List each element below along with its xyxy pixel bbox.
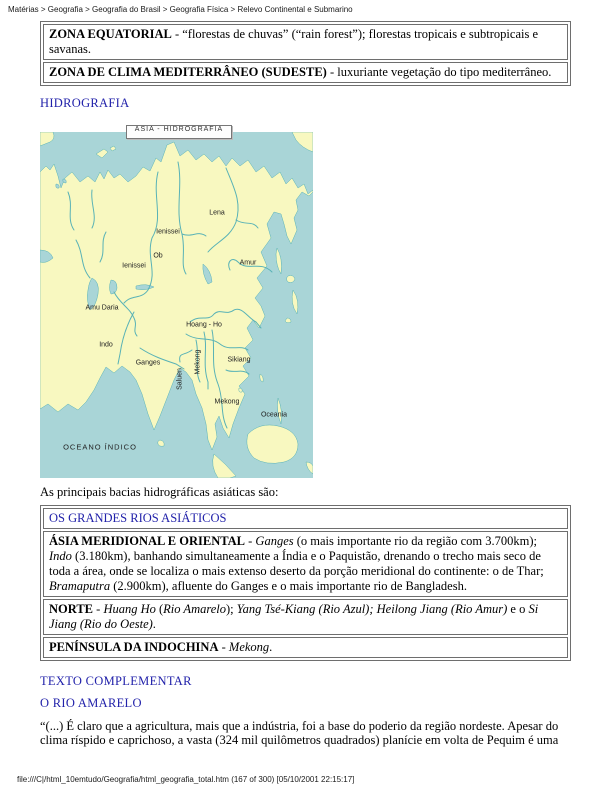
map-label: Indo bbox=[99, 341, 113, 349]
text-segment: Indo bbox=[49, 549, 72, 563]
text-segment: (3.180km), banhando simultaneamente a Índia e o Paquistão, drenando o trecho mais seco de toda a área, onde se localiza o mais extenso deserto da porção meridional do continente: o de Thar; bbox=[49, 549, 544, 578]
text-segment: (2.900km), afluente do Ganges e o mais importante rio de Bangladesh. bbox=[110, 579, 467, 593]
hidrografia-heading-link[interactable]: HIDROGRAFIA bbox=[40, 96, 130, 110]
text-segment: e o bbox=[507, 602, 529, 616]
text-segment: - bbox=[245, 534, 256, 548]
map-label: Mekong bbox=[194, 349, 202, 375]
map-label: OCEANO ÍNDICO bbox=[63, 442, 137, 452]
text-segment: - bbox=[93, 602, 104, 616]
text-segment: ÁSIA MERIDIONAL E ORIENTAL bbox=[49, 534, 245, 548]
text-segment: ZONA DE CLIMA MEDITERRÂNEO (SUDESTE) bbox=[49, 65, 327, 79]
text-segment: PENÍNSULA DA INDOCHINA bbox=[49, 640, 219, 654]
map-label: Hoang - Ho bbox=[186, 321, 222, 329]
climate-zones-table bbox=[40, 21, 571, 86]
text-segment: ); bbox=[226, 602, 237, 616]
text-segment: Rio Amarelo bbox=[163, 602, 227, 616]
map-label: Amur bbox=[239, 259, 257, 267]
zona-equatorial-cell bbox=[43, 24, 568, 60]
peninsula-indochina-cell bbox=[43, 637, 568, 658]
rivers-table-header-link[interactable]: OS GRANDES RIOS ASIÁTICOS bbox=[43, 508, 568, 529]
map-label: Amu Daria bbox=[85, 304, 119, 312]
map-label: Ganges bbox=[135, 359, 161, 367]
quote-paragraph: “(...) É claro que a agricultura, mais que a indústria, foi a base do poderio da região nordeste. Apesar do clima ríspido e caprichoso, a vasta (324 mil quilômetros quadrados) planície em volta de Pequim é uma bbox=[40, 719, 559, 747]
map-label: Mekong bbox=[214, 398, 240, 406]
map-label: Ob bbox=[153, 252, 163, 260]
norte-cell bbox=[43, 599, 568, 635]
map-label: Ienissei bbox=[156, 228, 180, 236]
text-segment: . bbox=[152, 617, 156, 631]
text-segment: Bramaputra bbox=[49, 579, 111, 593]
map-label: Saluen bbox=[176, 368, 184, 390]
asia-meridional-cell bbox=[43, 531, 568, 597]
text-segment: Si Jiang (Rio do Oeste) bbox=[49, 602, 539, 631]
text-segment: Ganges bbox=[255, 534, 294, 548]
map-label: Sikiang bbox=[227, 356, 251, 364]
breadcrumb: Matérias > Geografia > Geografia do Brasil > Geografia Física > Relevo Continental e Submarino bbox=[8, 5, 353, 14]
text-segment: - bbox=[218, 640, 229, 654]
map-graphic bbox=[40, 132, 313, 478]
text-segment: - luxuriante vegetação do tipo mediterrâneo. bbox=[326, 65, 552, 79]
o-rio-amarelo-heading-link[interactable]: O RIO AMARELO bbox=[40, 696, 142, 710]
texto-complementar-heading-link[interactable]: TEXTO COMPLEMENTAR bbox=[40, 674, 192, 688]
rivers-table bbox=[40, 505, 571, 661]
text-segment: NORTE bbox=[49, 602, 94, 616]
map-label: Ienissei bbox=[122, 262, 146, 270]
text-segment: Yang Tsé-Kiang (Rio Azul); Heilong Jiang (Rio Amur) bbox=[236, 602, 508, 616]
text-segment: - “florestas de chuvas” (“rain forest”); florestas tropicais e subtropicais e savanas. bbox=[49, 27, 538, 56]
text-segment: Huang Ho bbox=[103, 602, 156, 616]
file-url-footer: file:///C|/html_10emtudo/Geografia/html_geografia_total.htm (167 of 300) [05/10/2001 22:15:17] bbox=[17, 775, 355, 784]
map-label: Lena bbox=[209, 209, 225, 217]
intro-text: As principais bacias hidrográficas asiáticas são: bbox=[40, 485, 279, 499]
asia-hydrography-map bbox=[40, 126, 313, 478]
map-title: ASIA - HIDROGRAFIA bbox=[126, 125, 232, 139]
text-segment: ( bbox=[155, 602, 164, 616]
text-segment: (o mais importante rio da região com 3.700km); bbox=[293, 534, 537, 548]
text-segment: Mekong bbox=[228, 640, 270, 654]
text-segment: . bbox=[269, 640, 273, 654]
map-label: Oceania bbox=[260, 411, 288, 419]
zona-mediterraneo-cell bbox=[43, 62, 568, 83]
text-segment: ZONA EQUATORIAL bbox=[49, 27, 172, 41]
